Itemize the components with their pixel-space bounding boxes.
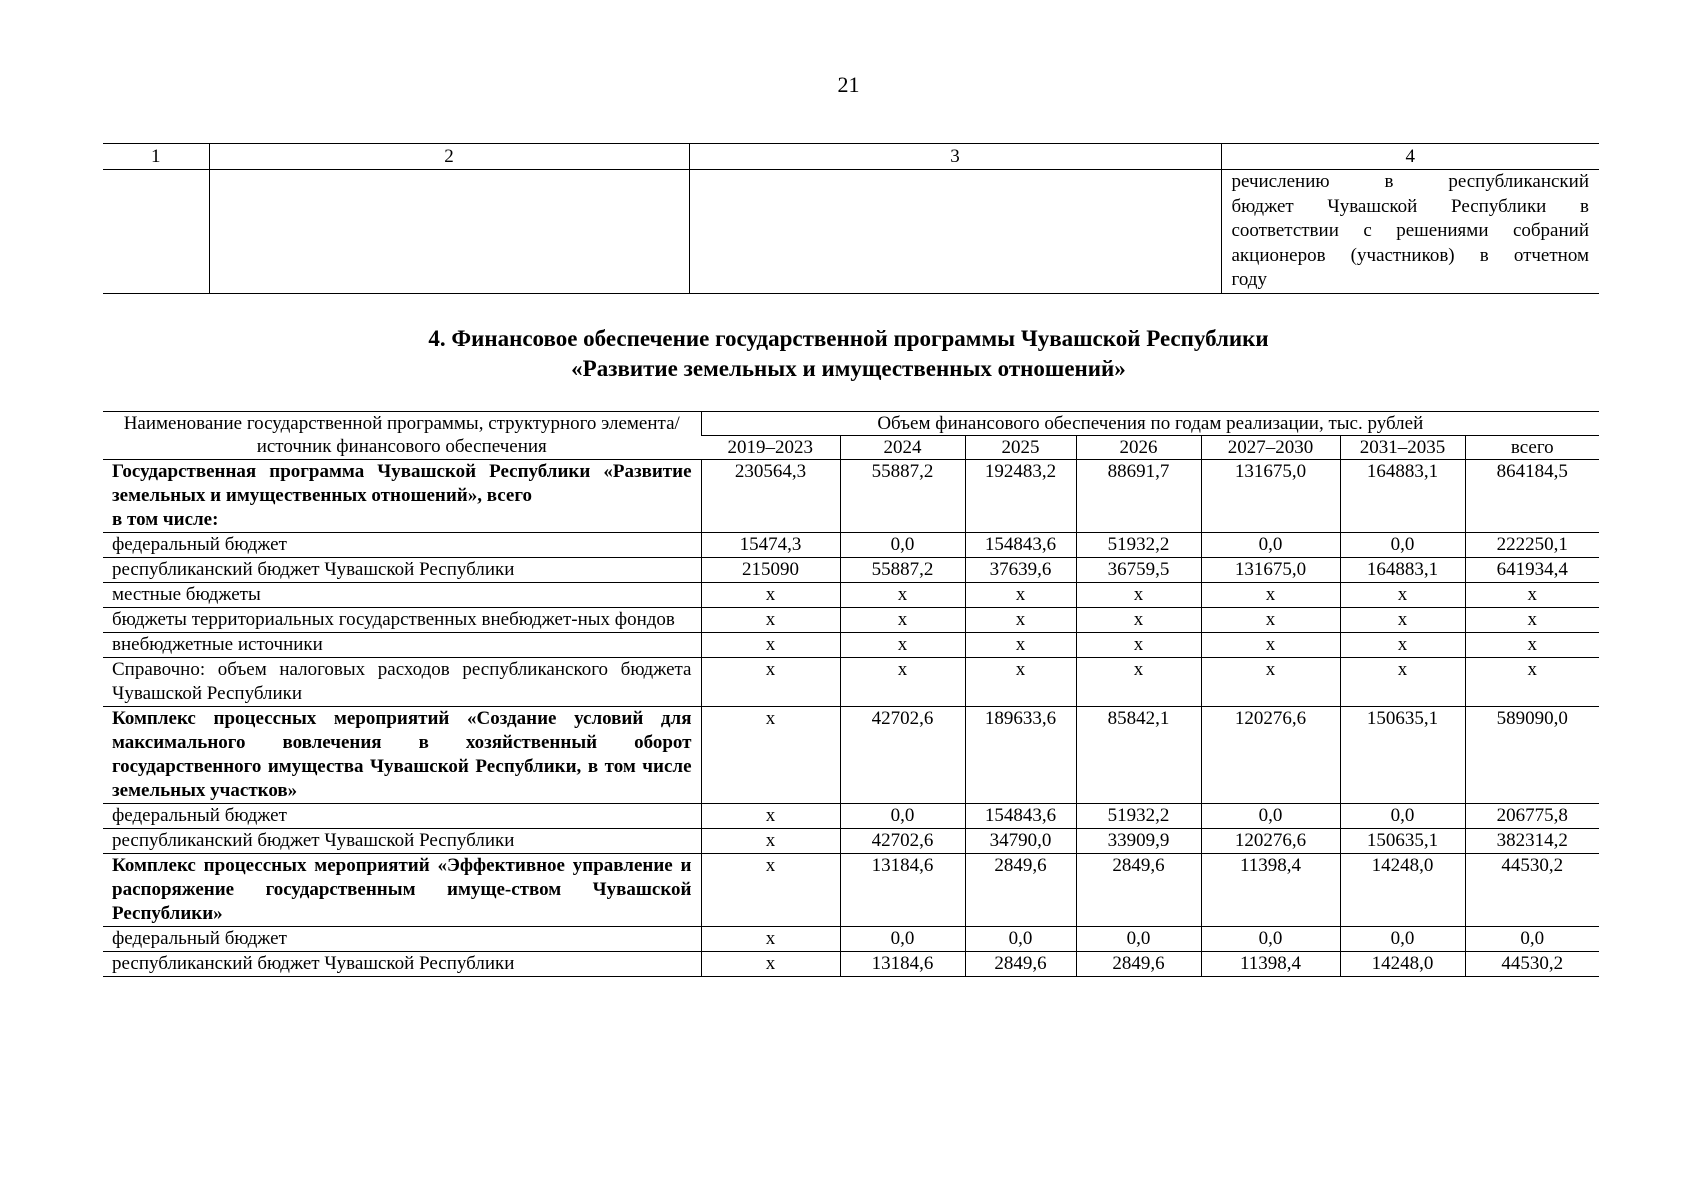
year-header: 2025 (965, 436, 1076, 460)
value-cell: 0,0 (1201, 927, 1340, 952)
row-name: Комплекс процессных мероприятий «Создание условий для максимального вовлечения в хозяйственный оборот государственного имущества Чувашской Республики, в том числе земельных участков» (112, 708, 692, 801)
row-name: внебюджетные источники (112, 634, 323, 655)
value-cell: 88691,7 (1076, 460, 1201, 533)
continuation-cell-2 (209, 170, 689, 294)
table-row (103, 558, 1599, 583)
value-cell: 11398,4 (1201, 952, 1340, 977)
value-cell: 0,0 (840, 533, 965, 558)
total-cell: 222250,1 (1465, 533, 1599, 558)
value-cell: 14248,0 (1340, 952, 1465, 977)
value-cell: 2849,6 (965, 952, 1076, 977)
value-cell: x (701, 707, 840, 804)
value-cell: 15474,3 (701, 533, 840, 558)
value-cell: x (701, 583, 840, 608)
value-cell: 55887,2 (840, 460, 965, 533)
value-cell: 36759,5 (1076, 558, 1201, 583)
row-name: федеральный бюджет (112, 928, 287, 949)
value-cell: x (1201, 633, 1340, 658)
value-cell: 0,0 (1340, 533, 1465, 558)
row-name-cell (103, 633, 701, 658)
row-name-cell (103, 608, 701, 633)
value-cell: x (701, 952, 840, 977)
value-cell: x (965, 658, 1076, 707)
continuation-table (103, 143, 1599, 294)
value-cell: x (965, 583, 1076, 608)
row-name: республиканский бюджет Чувашской Республики (112, 559, 515, 580)
value-cell: x (1340, 658, 1465, 707)
total-cell: x (1465, 583, 1599, 608)
value-cell: 2849,6 (1076, 952, 1201, 977)
value-cell: 13184,6 (840, 952, 965, 977)
value-cell: x (1340, 633, 1465, 658)
finance-header-row-1 (103, 412, 1599, 436)
value-cell: 164883,1 (1340, 460, 1465, 533)
value-cell: 131675,0 (1201, 558, 1340, 583)
row-name-extra: в том числе: (112, 509, 219, 530)
table-row (103, 854, 1599, 927)
row-name: Комплекс процессных мероприятий «Эффективное управление и распоряжение государственным имуще-ством Чувашской Республики» (112, 855, 692, 924)
row-name-cell (103, 927, 701, 952)
value-cell: x (701, 658, 840, 707)
row-name: федеральный бюджет (112, 534, 287, 555)
year-header: 2031–2035 (1340, 436, 1465, 460)
row-name-cell (103, 707, 701, 804)
section-title-line-1: 4. Финансовое обеспечение государственной программы Чувашской Республики (428, 326, 1269, 351)
continuation-line: речислению в республиканский (1231, 171, 1589, 192)
value-cell: 0,0 (1340, 804, 1465, 829)
value-cell: x (1076, 583, 1201, 608)
volume-column-header: Объем финансового обеспечения по годам реализации, тыс. рублей (701, 412, 1599, 436)
total-cell: 44530,2 (1465, 952, 1599, 977)
value-cell: 192483,2 (965, 460, 1076, 533)
value-cell: x (701, 829, 840, 854)
value-cell: x (965, 633, 1076, 658)
total-cell: x (1465, 658, 1599, 707)
table-row (103, 804, 1599, 829)
table-row (103, 658, 1599, 707)
continuation-line: соответствии с решениями собраний (1231, 220, 1589, 241)
value-cell: 85842,1 (1076, 707, 1201, 804)
total-cell: 864184,5 (1465, 460, 1599, 533)
value-cell: x (1340, 583, 1465, 608)
value-cell: 51932,2 (1076, 804, 1201, 829)
value-cell: 131675,0 (1201, 460, 1340, 533)
value-cell: 0,0 (1201, 804, 1340, 829)
table-row (103, 952, 1599, 977)
row-name: Справочно: объем налоговых расходов республиканского бюджета Чувашской Республики (112, 659, 692, 704)
value-cell: 154843,6 (965, 804, 1076, 829)
value-cell: 215090 (701, 558, 840, 583)
value-cell: x (840, 658, 965, 707)
row-name: местные бюджеты (112, 584, 261, 605)
row-name: Государственная программа Чувашской Республики «Развитие земельных и имущественных отношений», всего (112, 461, 692, 506)
value-cell: 154843,6 (965, 533, 1076, 558)
table-row (103, 829, 1599, 854)
section-title (0, 324, 1697, 384)
continuation-cell-3 (689, 170, 1221, 294)
row-name-cell (103, 460, 701, 533)
value-cell: 0,0 (1340, 927, 1465, 952)
value-cell: 230564,3 (701, 460, 840, 533)
value-cell: x (701, 927, 840, 952)
row-name-cell (103, 558, 701, 583)
continuation-line: бюджет Чувашской Республики в (1231, 195, 1589, 217)
value-cell: x (701, 854, 840, 927)
value-cell: 55887,2 (840, 558, 965, 583)
name-column-header: Наименование государственной программы, структурного элемента/источник финансового обеспечения (103, 412, 701, 460)
value-cell: 150635,1 (1340, 707, 1465, 804)
value-cell: 120276,6 (1201, 707, 1340, 804)
table-row (103, 633, 1599, 658)
year-header: 2019–2023 (701, 436, 840, 460)
value-cell: x (840, 633, 965, 658)
continuation-cell-1 (103, 170, 209, 294)
value-cell: 11398,4 (1201, 854, 1340, 927)
column-number-1: 1 (103, 144, 209, 170)
table-row (103, 707, 1599, 804)
row-name: бюджеты территориальных государственных внебюджет-ных фондов (112, 609, 675, 630)
value-cell: 13184,6 (840, 854, 965, 927)
total-cell: 0,0 (1465, 927, 1599, 952)
value-cell: x (701, 633, 840, 658)
total-cell: 382314,2 (1465, 829, 1599, 854)
value-cell: 51932,2 (1076, 533, 1201, 558)
continuation-cell-4 (1221, 170, 1599, 294)
value-cell: x (1076, 658, 1201, 707)
continuation-line: акционеров (участников) в отчетном (1231, 244, 1589, 266)
value-cell: x (840, 608, 965, 633)
value-cell: 34790,0 (965, 829, 1076, 854)
value-cell: x (1076, 633, 1201, 658)
table-row (103, 460, 1599, 533)
value-cell: 14248,0 (1340, 854, 1465, 927)
year-header: 2027–2030 (1201, 436, 1340, 460)
value-cell: 189633,6 (965, 707, 1076, 804)
row-name-cell (103, 658, 701, 707)
value-cell: 37639,6 (965, 558, 1076, 583)
value-cell: 42702,6 (840, 707, 965, 804)
row-name-cell (103, 854, 701, 927)
column-number-2: 2 (209, 144, 689, 170)
row-name-cell (103, 583, 701, 608)
value-cell: x (1340, 608, 1465, 633)
value-cell: 0,0 (1201, 533, 1340, 558)
total-cell: 206775,8 (1465, 804, 1599, 829)
value-cell: 0,0 (1076, 927, 1201, 952)
column-number-4: 4 (1221, 144, 1599, 170)
continuation-line: году (1231, 269, 1267, 290)
total-cell: 641934,4 (1465, 558, 1599, 583)
row-name: республиканский бюджет Чувашской Республики (112, 953, 515, 974)
value-cell: 120276,6 (1201, 829, 1340, 854)
row-name-cell (103, 533, 701, 558)
year-header: 2026 (1076, 436, 1201, 460)
value-cell: 42702,6 (840, 829, 965, 854)
value-cell: x (965, 608, 1076, 633)
row-name: республиканский бюджет Чувашской Республики (112, 830, 515, 851)
value-cell: x (840, 583, 965, 608)
value-cell: x (1076, 608, 1201, 633)
total-header: всего (1465, 436, 1599, 460)
value-cell: 33909,9 (1076, 829, 1201, 854)
value-cell: 2849,6 (1076, 854, 1201, 927)
row-name-cell (103, 952, 701, 977)
value-cell: 150635,1 (1340, 829, 1465, 854)
table-row (103, 583, 1599, 608)
table-row (103, 533, 1599, 558)
value-cell: x (1201, 583, 1340, 608)
value-cell: 164883,1 (1340, 558, 1465, 583)
finance-table (103, 411, 1599, 977)
row-name: федеральный бюджет (112, 805, 287, 826)
total-cell: x (1465, 633, 1599, 658)
value-cell: 0,0 (840, 927, 965, 952)
value-cell: 0,0 (965, 927, 1076, 952)
value-cell: 2849,6 (965, 854, 1076, 927)
continuation-body-row (103, 170, 1599, 294)
total-cell: x (1465, 608, 1599, 633)
column-number-3: 3 (689, 144, 1221, 170)
continuation-header-row (103, 144, 1599, 170)
row-name-cell (103, 829, 701, 854)
table-row (103, 608, 1599, 633)
value-cell: x (701, 804, 840, 829)
value-cell: 0,0 (840, 804, 965, 829)
row-name-cell (103, 804, 701, 829)
value-cell: x (1201, 608, 1340, 633)
table-row (103, 927, 1599, 952)
value-cell: x (701, 608, 840, 633)
page-number: 21 (837, 72, 860, 97)
year-header: 2024 (840, 436, 965, 460)
total-cell: 44530,2 (1465, 854, 1599, 927)
section-title-line-2: «Развитие земельных и имущественных отношений» (571, 356, 1126, 381)
value-cell: x (1201, 658, 1340, 707)
total-cell: 589090,0 (1465, 707, 1599, 804)
